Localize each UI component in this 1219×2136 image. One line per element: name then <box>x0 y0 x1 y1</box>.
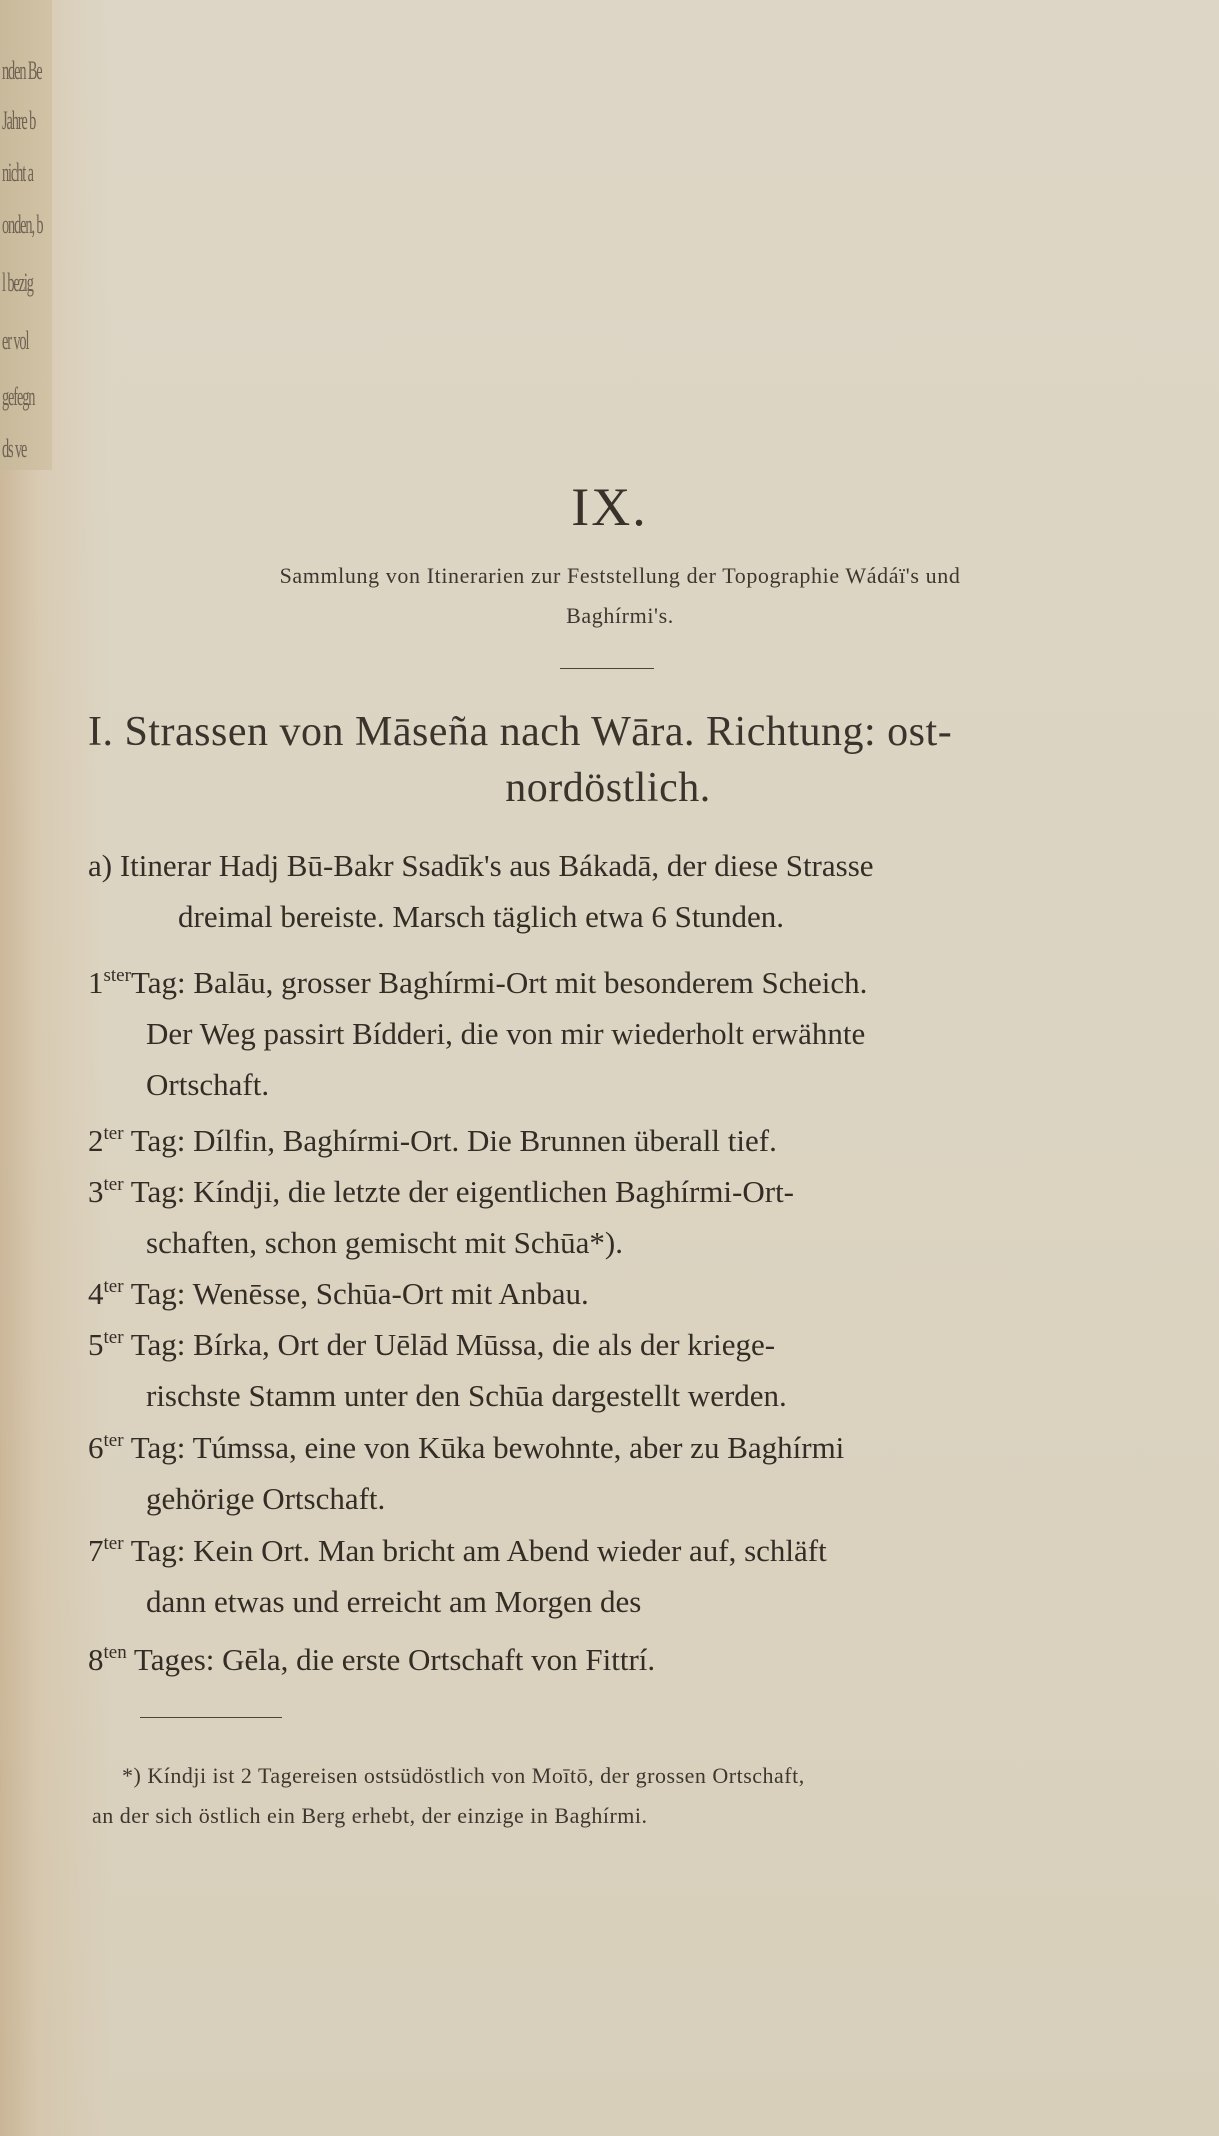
day-label: Tag: <box>130 1327 186 1362</box>
section-heading-line: I. Strassen von Māseña nach Wāra. Richtung: ost- <box>88 709 953 755</box>
title-divider <box>560 668 654 669</box>
section-heading <box>88 704 1128 816</box>
day-label: Tag: <box>130 1533 186 1568</box>
gutter-fragment: l bezig <box>2 268 33 297</box>
gutter-fragment: ds ve <box>2 434 27 463</box>
gutter-fragment: er vol <box>2 326 29 355</box>
day-entry-line: gehörige Ortschaft. <box>146 1481 386 1516</box>
day-ordinal-suffix: ter <box>103 1123 124 1144</box>
day-ordinal-suffix: ster <box>103 965 131 986</box>
day-number: 4 <box>88 1276 104 1311</box>
day-entry-line: Der Weg passirt Bídderi, die von mir wiederholt erwähnte <box>146 1016 866 1051</box>
day-text: Balāu, grosser Baghírmi-Ort mit besonderem Scheich. <box>193 965 868 1000</box>
day-number: 6 <box>88 1430 104 1465</box>
day-entry-line <box>88 1115 777 1166</box>
chapter-subtitle <box>100 556 1140 636</box>
footnote-divider <box>140 1717 282 1718</box>
gutter-fragment: nicht a <box>2 158 33 187</box>
day-ordinal-suffix: ter <box>103 1327 124 1348</box>
itinerary-intro-line: dreimal bereiste. Marsch täglich etwa 6 Stunden. <box>178 899 785 934</box>
day-number: 5 <box>88 1327 104 1362</box>
day-text: Kein Ort. Man bricht am Abend wieder auf, schläft <box>193 1533 827 1568</box>
day-text: Kíndji, die letzte der eigentlichen Baghírmi-Ort- <box>193 1174 795 1209</box>
chapter-number: IX. <box>571 477 648 537</box>
day-label: Tag: <box>130 1123 186 1158</box>
itinerary-intro-line: a) Itinerar Hadj Bū-Bakr Ssadīk's aus Bákadā, der diese Strasse <box>88 848 874 883</box>
day-ordinal-suffix: ter <box>103 1276 124 1297</box>
gutter-fragment: onden, b <box>2 210 43 239</box>
day-entry-line <box>88 1422 844 1473</box>
day-ordinal-suffix: ter <box>103 1430 124 1451</box>
day-entry-line: rischste Stamm unter den Schūa dargestellt werden. <box>146 1378 787 1413</box>
day-entry-line <box>88 1268 589 1319</box>
day-ordinal-suffix: ten <box>103 1642 127 1663</box>
day-text: Dílfin, Baghírmi-Ort. Die Brunnen überall tief. <box>193 1123 777 1158</box>
gutter-fragment: nden Be <box>2 56 42 85</box>
day-entry-line <box>88 1634 655 1685</box>
day-number: 2 <box>88 1123 104 1158</box>
gutter-fragments <box>0 0 52 470</box>
day-number: 8 <box>88 1642 104 1677</box>
chapter-subtitle-line: Baghírmi's. <box>566 603 674 628</box>
day-entry-line <box>88 1166 794 1217</box>
day-entry-line <box>88 957 867 1008</box>
day-label: Tag: <box>130 1276 186 1311</box>
day-text: Wenēsse, Schūa-Ort mit Anbau. <box>192 1276 589 1311</box>
day-entry-line: Ortschaft. <box>146 1067 270 1102</box>
day-number: 1 <box>88 965 104 1000</box>
day-ordinal-suffix: ter <box>103 1174 124 1195</box>
day-text: Gēla, die erste Ortschaft von Fittrí. <box>222 1642 656 1677</box>
day-entry-line: schaften, schon gemischt mit Schūa*). <box>146 1225 623 1260</box>
day-number: 7 <box>88 1533 104 1568</box>
day-number: 3 <box>88 1174 104 1209</box>
day-entry-line <box>88 1525 827 1576</box>
section-heading-line: nordöstlich. <box>505 765 711 811</box>
day-label: Tag: <box>130 1174 186 1209</box>
day-label: Tag: <box>130 1430 186 1465</box>
gutter-fragment: Jahre b <box>2 106 36 135</box>
footnote-line: an der sich östlich ein Berg erhebt, der einzige in Baghírmi. <box>92 1803 648 1828</box>
day-text: Túmssa, eine von Kūka bewohnte, aber zu Baghírmi <box>192 1430 845 1465</box>
day-entry-line <box>88 1319 775 1370</box>
gutter-fragment: gefegn <box>2 382 35 411</box>
footnote-line: *) Kíndji ist 2 Tagereisen ostsüdöstlich von Moītō, der grossen Ortschaft, <box>122 1763 805 1788</box>
day-entry-line: dann etwas und erreicht am Morgen des <box>146 1584 642 1619</box>
chapter-subtitle-line: Sammlung von Itinerarien zur Feststellung der Topographie Wádáï's und <box>279 563 961 588</box>
day-label: Tag: <box>130 965 186 1000</box>
day-text: Bírka, Ort der Uēlād Mūssa, die als der kriege- <box>193 1327 776 1362</box>
day-ordinal-suffix: ter <box>103 1533 124 1554</box>
day-label: Tages: <box>133 1642 215 1677</box>
